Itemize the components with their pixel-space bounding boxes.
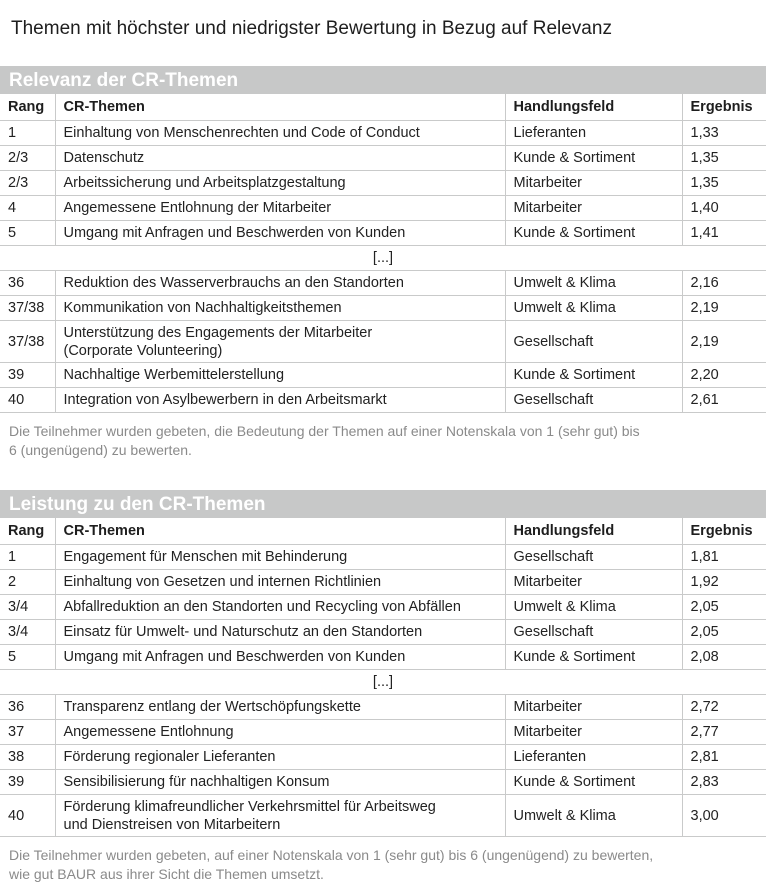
cell-rank: 3/4 [0, 595, 55, 620]
table-row [0, 196, 766, 221]
cell-topic: Umgang mit Anfragen und Beschwerden von Kunden [55, 645, 505, 670]
column-header-topic: CR-Themen [55, 94, 505, 121]
cell-topic: Sensibilisierung für nachhaltigen Konsum [55, 770, 505, 795]
footnote-line: Die Teilnehmer wurden gebeten, die Bedeutung der Themen auf einer Notenskala von 1 (sehr gut) bis [9, 423, 640, 439]
cell-topic: Engagement für Menschen mit Behinderung [55, 545, 505, 570]
cell-result: 2,20 [682, 363, 766, 388]
relevance-table [0, 94, 766, 413]
table-row [0, 296, 766, 321]
cell-rank: 38 [0, 745, 55, 770]
ellipsis-row [0, 670, 766, 695]
relevance-section [0, 66, 766, 460]
table-row [0, 321, 766, 363]
cell-result: 1,35 [682, 171, 766, 196]
cell-result: 2,83 [682, 770, 766, 795]
performance-footnote [0, 837, 766, 884]
cell-result: 2,81 [682, 745, 766, 770]
cell-field: Kunde & Sortiment [505, 221, 682, 246]
table-row [0, 171, 766, 196]
cell-field: Gesellschaft [505, 388, 682, 413]
cell-rank: 1 [0, 121, 55, 146]
cell-field: Mitarbeiter [505, 720, 682, 745]
cell-topic: Integration von Asylbewerbern in den Arbeitsmarkt [55, 388, 505, 413]
cell-result: 2,19 [682, 321, 766, 363]
cell-field: Gesellschaft [505, 321, 682, 363]
footnote-line: wie gut BAUR aus ihrer Sicht die Themen umsetzt. [9, 866, 324, 882]
cell-rank: 4 [0, 196, 55, 221]
table-header-row [0, 518, 766, 545]
cell-result: 2,61 [682, 388, 766, 413]
cell-result: 2,05 [682, 595, 766, 620]
table-row [0, 595, 766, 620]
table-header-row [0, 94, 766, 121]
table-row [0, 363, 766, 388]
cell-field: Gesellschaft [505, 620, 682, 645]
performance-table [0, 518, 766, 837]
cell-topic: Datenschutz [55, 146, 505, 171]
cell-topic: Kommunikation von Nachhaltigkeitsthemen [55, 296, 505, 321]
cell-rank: 39 [0, 363, 55, 388]
cell-rank: 37 [0, 720, 55, 745]
cell-topic-line: und Dienstreisen von Mitarbeitern [63, 816, 281, 833]
cell-result: 1,40 [682, 196, 766, 221]
cell-result: 1,92 [682, 570, 766, 595]
cell-field: Kunde & Sortiment [505, 146, 682, 171]
cell-field: Kunde & Sortiment [505, 770, 682, 795]
cell-rank: 5 [0, 221, 55, 246]
ellipsis-cell: [...] [0, 246, 766, 271]
cell-field: Kunde & Sortiment [505, 645, 682, 670]
cell-result: 1,33 [682, 121, 766, 146]
cell-topic-line: Unterstützung des Engagements der Mitarbeiter [63, 324, 373, 341]
cell-rank: 37/38 [0, 296, 55, 321]
cell-field: Mitarbeiter [505, 171, 682, 196]
cell-topic: Arbeitssicherung und Arbeitsplatzgestaltung [55, 171, 505, 196]
cell-field: Mitarbeiter [505, 196, 682, 221]
relevance-footnote [0, 413, 766, 460]
performance-section [0, 490, 766, 884]
table-row [0, 545, 766, 570]
relevance-section-header: Relevanz der CR-Themen [0, 66, 766, 94]
cell-result: 1,81 [682, 545, 766, 570]
cell-rank: 1 [0, 545, 55, 570]
cell-result: 3,00 [682, 795, 766, 837]
cell-result: 2,08 [682, 645, 766, 670]
cell-topic: Nachhaltige Werbemittelerstellung [55, 363, 505, 388]
cell-topic: Angemessene Entlohnung der Mitarbeiter [55, 196, 505, 221]
column-header-field: Handlungsfeld [505, 518, 682, 545]
cell-field: Kunde & Sortiment [505, 363, 682, 388]
column-header-result: Ergebnis [682, 518, 766, 545]
table-row [0, 121, 766, 146]
cell-result: 1,41 [682, 221, 766, 246]
ellipsis-row [0, 246, 766, 271]
cell-field: Mitarbeiter [505, 695, 682, 720]
table-row [0, 620, 766, 645]
table-row [0, 745, 766, 770]
cell-rank: 39 [0, 770, 55, 795]
cell-rank: 40 [0, 795, 55, 837]
cell-topic: Einhaltung von Gesetzen und internen Richtlinien [55, 570, 505, 595]
cell-rank: 36 [0, 695, 55, 720]
cell-field: Lieferanten [505, 745, 682, 770]
cell-topic-line: (Corporate Volunteering) [63, 342, 223, 359]
cell-topic: Förderung regionaler Lieferanten [55, 745, 505, 770]
table-row [0, 388, 766, 413]
cell-field: Umwelt & Klima [505, 795, 682, 837]
cell-rank: 37/38 [0, 321, 55, 363]
page-title: Themen mit höchster und niedrigster Bewertung in Bezug auf Relevanz [11, 18, 612, 39]
cell-field: Umwelt & Klima [505, 296, 682, 321]
column-header-rank: Rang [0, 518, 55, 545]
table-row [0, 695, 766, 720]
cell-result: 2,72 [682, 695, 766, 720]
column-header-result: Ergebnis [682, 94, 766, 121]
cell-topic: Einsatz für Umwelt- und Naturschutz an den Standorten [55, 620, 505, 645]
cell-result: 2,77 [682, 720, 766, 745]
cell-result: 2,16 [682, 271, 766, 296]
cell-field: Gesellschaft [505, 545, 682, 570]
cell-rank: 3/4 [0, 620, 55, 645]
cell-topic: Angemessene Entlohnung [55, 720, 505, 745]
cell-rank: 2/3 [0, 146, 55, 171]
ellipsis-cell: [...] [0, 670, 766, 695]
cell-result: 1,35 [682, 146, 766, 171]
cell-field: Lieferanten [505, 121, 682, 146]
cell-topic [55, 795, 505, 837]
column-header-field: Handlungsfeld [505, 94, 682, 121]
column-header-topic: CR-Themen [55, 518, 505, 545]
cell-field: Mitarbeiter [505, 570, 682, 595]
cell-rank: 2 [0, 570, 55, 595]
cell-topic: Reduktion des Wasserverbrauchs an den Standorten [55, 271, 505, 296]
table-row [0, 795, 766, 837]
cell-topic [55, 321, 505, 363]
cell-topic: Einhaltung von Menschenrechten und Code of Conduct [55, 121, 505, 146]
cell-rank: 40 [0, 388, 55, 413]
column-header-rank: Rang [0, 94, 55, 121]
table-row [0, 645, 766, 670]
footnote-line: 6 (ungenügend) zu bewerten. [9, 442, 192, 458]
cell-result: 2,19 [682, 296, 766, 321]
table-row [0, 221, 766, 246]
table-row [0, 720, 766, 745]
cell-rank: 2/3 [0, 171, 55, 196]
cell-topic-line: Förderung klimafreundlicher Verkehrsmittel für Arbeitsweg [63, 798, 436, 815]
cell-rank: 5 [0, 645, 55, 670]
table-row [0, 770, 766, 795]
table-row [0, 570, 766, 595]
table-row [0, 271, 766, 296]
cell-topic: Transparenz entlang der Wertschöpfungskette [55, 695, 505, 720]
table-row [0, 146, 766, 171]
cell-rank: 36 [0, 271, 55, 296]
performance-section-header: Leistung zu den CR-Themen [0, 490, 766, 518]
cell-topic: Umgang mit Anfragen und Beschwerden von Kunden [55, 221, 505, 246]
cell-result: 2,05 [682, 620, 766, 645]
footnote-line: Die Teilnehmer wurden gebeten, auf einer Notenskala von 1 (sehr gut) bis 6 (ungenügend) zu bewerten, [9, 847, 654, 863]
cell-field: Umwelt & Klima [505, 271, 682, 296]
cell-field: Umwelt & Klima [505, 595, 682, 620]
cell-topic: Abfallreduktion an den Standorten und Recycling von Abfällen [55, 595, 505, 620]
